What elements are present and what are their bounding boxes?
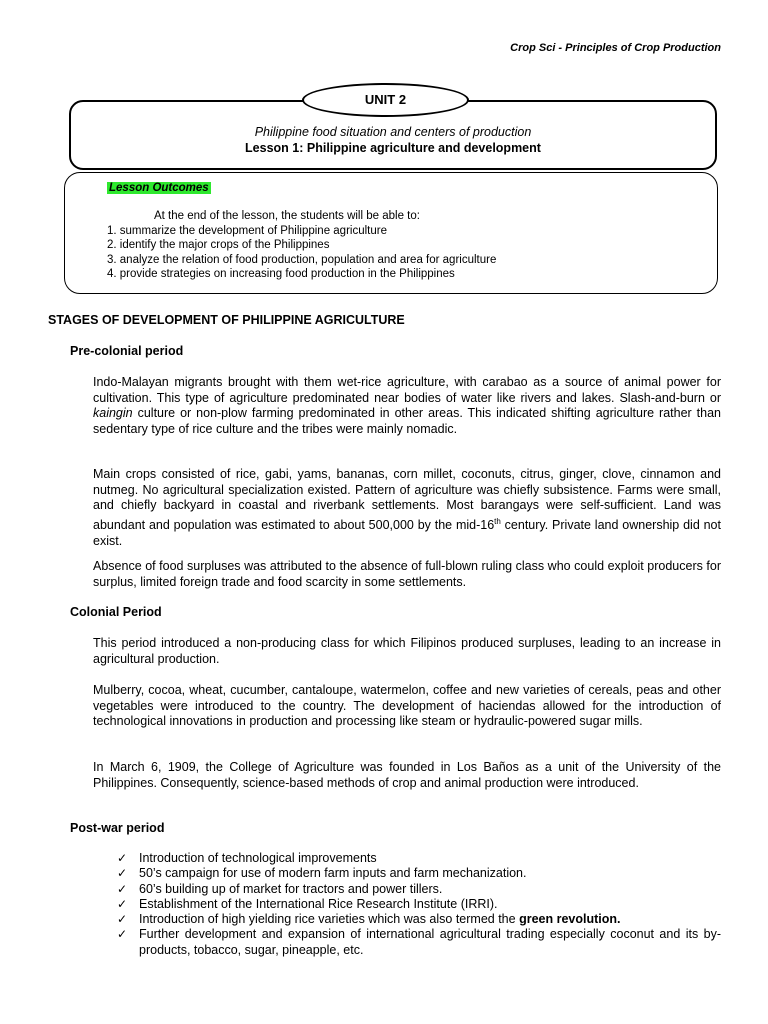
colonial-heading: Colonial Period <box>70 605 162 619</box>
outcome-item: 3. analyze the relation of food production, population and area for agriculture <box>107 253 497 266</box>
outcome-item: 1. summarize the development of Philippine agriculture <box>107 225 387 237</box>
lesson-outcomes-title: Lesson Outcomes <box>109 182 209 194</box>
colonial-paragraph-2: Mulberry, cocoa, wheat, cucumber, cantaloupe, watermelon, coffee and new varieties of cereals, peas and other vegetables were introduced to the country. The development of haciendas allowed for the introduction of technological innovations in production and processing like steam or hydraulic-powered sugar mills. <box>93 683 721 729</box>
postwar-list <box>117 851 721 958</box>
checkmark-icon: ✓ <box>117 881 128 896</box>
precolonial-paragraph-2: Main crops consisted of rice, gabi, yams, bananas, corn millet, coconuts, citrus, ginger, clove, cinnamon and nutmeg. No agricultural specialization existed. Pattern of agriculture was chiefly subsistence. Farms were small, and chiefly backyard in coastal and riverbank settlements. Most barangays were self-sufficient. Land was abundant and population was estimated to about 500,000 by the mid-16th century. Private land ownership did not exist. <box>93 467 721 548</box>
checkmark-icon: ✓ <box>117 912 128 927</box>
list-item: ✓ Establishment of the International Rice Research Institute (IRRI). <box>117 896 498 911</box>
list-item: ✓ Introduction of technological improvements <box>117 851 377 865</box>
list-item: ✓ 50’s campaign for use of modern farm inputs and farm mechanization. <box>117 866 527 881</box>
checkmark-icon: ✓ <box>117 851 128 865</box>
list-item: ✓ Further development and expansion of international agricultural trading especially coconut and its by-products, tobacco, sugar, pineapple, etc. <box>117 927 721 957</box>
precolonial-paragraph-3: Absence of food surpluses was attributed to the absence of full-blown ruling class who could exploit producers for surplus, limited foreign trade and food scarcity in some settlements. <box>93 559 721 589</box>
lesson-title: Lesson 1: Philippine agriculture and development <box>245 141 541 155</box>
precolonial-heading: Pre-colonial period <box>70 344 184 358</box>
checkmark-icon: ✓ <box>117 896 128 911</box>
lesson-outcomes-list <box>107 224 496 281</box>
list-item: ✓ Introduction of high yielding rice varieties which was also termed the green revolution. <box>117 912 621 927</box>
precolonial-paragraph-1: Indo-Malayan migrants brought with them wet-rice agriculture, with carabao as a source of animal power for cultivation. This type of agriculture predominated near bodies of water like rivers and lakes. Slash-and-burn or kaingin culture or non-plow farming predominated in other areas. This indicated shifting agriculture rather than sedentary type of rice culture and the tribes were mainly nomadic. <box>93 375 721 436</box>
checkmark-icon: ✓ <box>117 927 128 942</box>
course-header: Crop Sci - Principles of Crop Production <box>510 42 721 54</box>
checkmark-icon: ✓ <box>117 866 128 881</box>
postwar-heading: Post-war period <box>70 821 165 835</box>
colonial-paragraph-3: In March 6, 1909, the College of Agriculture was founded in Los Baños as a unit of the University of the Philippines. Consequently, science-based methods of crop and animal production were introduced. <box>93 760 721 790</box>
section-title: STAGES OF DEVELOPMENT OF PHILIPPINE AGRICULTURE <box>48 313 405 327</box>
outcome-item: 2. identify the major crops of the Philippines <box>107 239 330 252</box>
list-item: ✓ 60’s building up of market for tractors and power tillers. <box>117 881 443 896</box>
lesson-outcomes-intro: At the end of the lesson, the students will be able to: <box>154 210 420 222</box>
unit-label: UNIT 2 <box>302 83 469 117</box>
colonial-paragraph-1: This period introduced a non-producing class for which Filipinos produced surpluses, leading to an increase in agricultural production. <box>93 636 721 666</box>
outcome-item: 4. provide strategies on increasing food production in the Philippines <box>107 267 455 280</box>
unit-subtitle: Philippine food situation and centers of production <box>254 125 532 139</box>
